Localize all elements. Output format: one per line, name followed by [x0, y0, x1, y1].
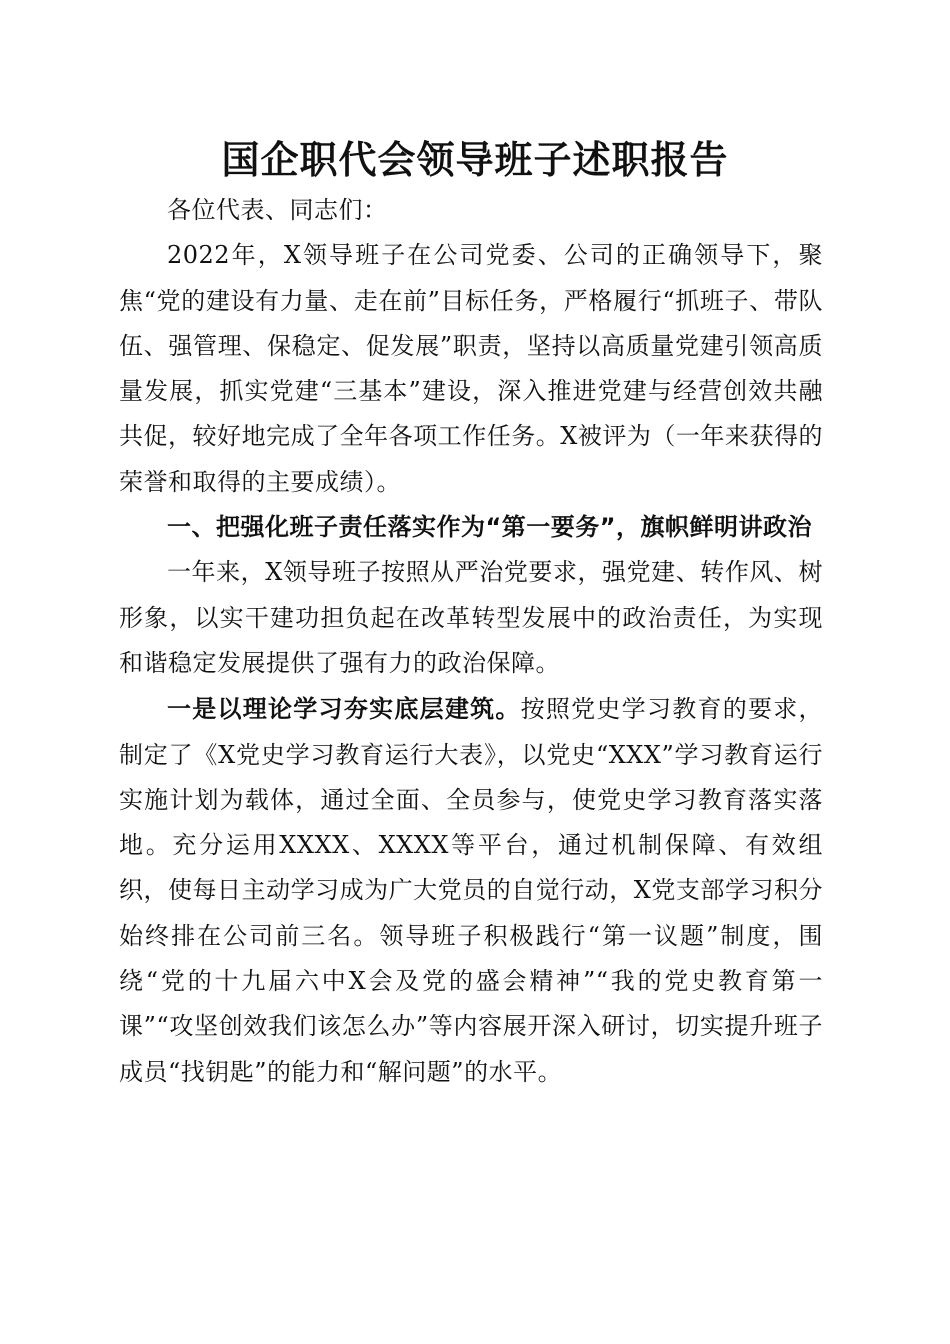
intro-paragraph: 2022年，X领导班子在公司党委、公司的正确领导下，聚焦“党的建设有力量、走在前”目标任务，严格履行“抓班子、带队伍、强管理、保稳定、促发展”职责，坚持以高质量党建引领高质量发展，抓实党建“三基本”建设，深入推进党建与经营创效共融共促，较好地完成了全年各项工作任务。X被评为（一年来获得的荣誉和取得的主要成绩）。	[119, 241, 823, 496]
document-title: 国企职代会领导班子述职报告	[221, 137, 729, 182]
section-heading-1: 一、把强化班子责任落实作为“第一要务”，旗帜鲜明讲政治	[167, 513, 813, 542]
point-1-paragraph	[119, 686, 823, 1095]
document-body	[119, 188, 823, 1095]
section-1-paragraph: 一年来，X领导班子按照从严治党要求，强党建、转作风、树形象，以实干建功担负起在改革转型发展中的政治责任，为实现和谐稳定发展提供了强有力的政治保障。	[119, 558, 823, 677]
point-1-lead: 一是以理论学习夯实底层建筑。	[167, 694, 521, 724]
salutation: 各位代表、同志们：	[167, 196, 388, 224]
point-1-text: 按照党史学习教育的要求，制定了《X党史学习教育运行大表》，以党史“XXX”学习教育运行实施计划为载体，通过全面、全员参与，使党史学习教育落实落地。充分运用XXXX、XXXX等平台，通过机制保障、有效组织，使每日主动学习成为广大党员的自觉行动，X党支部学习积分始终排在公司前三名。领导班子积极践行“第一议题”制度，围绕“党的十九届六中X会及党的盛会精神”“我的党史教育第一课”“攻坚创效我们该怎么办”等内容展开深入研讨，切实提升班子成员“找钥匙”的能力和“解问题”的水平。	[119, 695, 823, 1086]
